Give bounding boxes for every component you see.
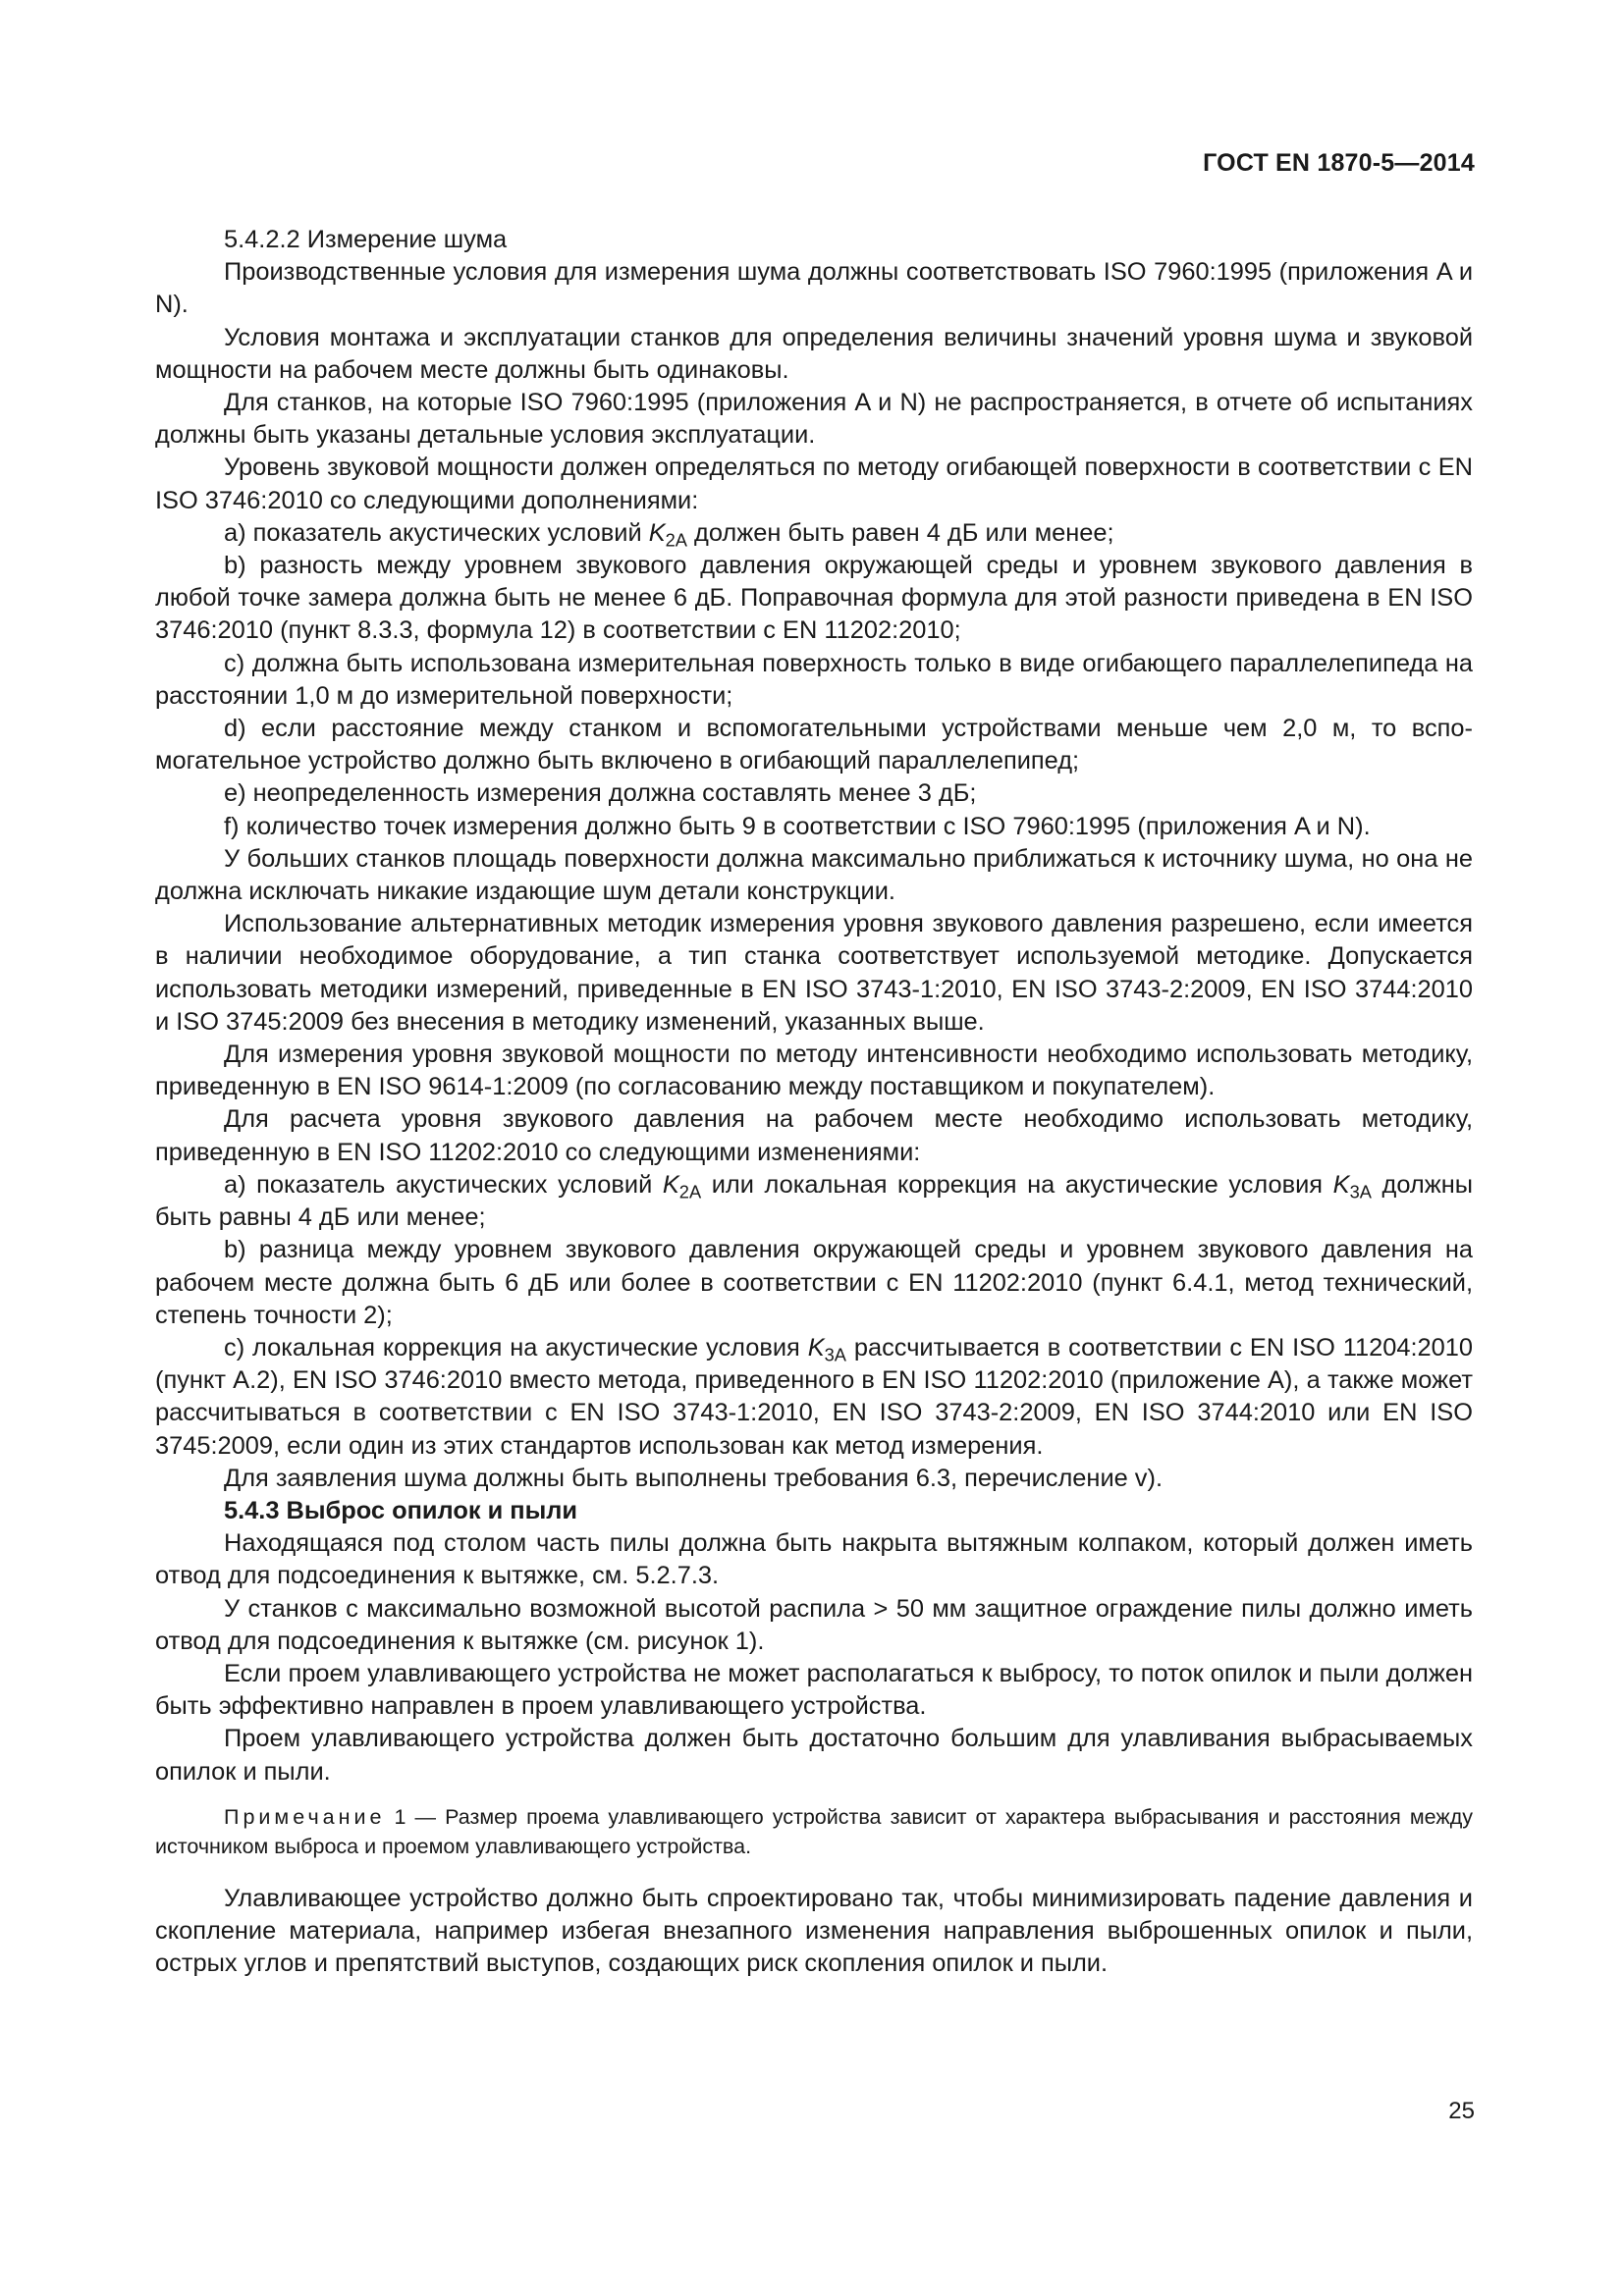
paragraph: Для расчета уровня звукового давления на рабочем месте необходимо использовать методику, приведенную в EN ISO 11202:2010 со следующими изменениями: xyxy=(155,1105,1473,1166)
list-item-b: b) разница между уровнем звукового давления окружающей среды и уровнем звукового давления на рабочем месте должна быть 6 дБ или более в соответствии с EN 11202:2010 (пункт 6.4.1, метод технический, степень точности 2); xyxy=(155,1236,1473,1329)
list-item-b: b) разность между уровнем звукового давления окружающей среды и уровнем звукового давления в любой точке замера должна быть не менее 6 дБ. Поправочная формула для этой разности приведена в EN ISO 3746:2010 (пункт 8.3.3, формула 12) в соответствии с EN 11202:2010; xyxy=(155,552,1473,645)
list-item-d: d) если расстояние между станком и вспомогательными устройствами меньше чем 2,0 м, то вспомогательное устройство должно быть включено в огибающий параллелепипед; xyxy=(155,715,1473,775)
document-body xyxy=(155,224,1473,1980)
note-label: Примечание xyxy=(224,1804,386,1829)
paragraph: Если проем улавливающего устройства не может располагаться к выбросу, то поток опилок и пыли должен быть эффективно направлен в проем улавливающего устройства. xyxy=(155,1659,1473,1721)
paragraph: Улавливающее устройство должно быть спроектировано так, чтобы минимизировать падение давления и скопление материала, например избегая внезапного изменения направления выброшенных опилок и пыли, острых углов и препятствий выступов, создающих риск скопления опилок и пыли. xyxy=(155,1884,1473,1978)
paragraph: Для станков, на которые ISO 7960:1995 (приложения A и N) не распространяется, в отчете об испытаниях должны быть указаны детальные условия эксплуатации. xyxy=(155,389,1473,450)
paragraph: Находящаяся под столом часть пилы должна быть накрыта вытяжным колпаком, который должен иметь отвод для подсоединения к вытяжке, см. 5.2.7.3. xyxy=(155,1529,1473,1590)
section-543-title: 5.4.3 Выброс опилок и пыли xyxy=(224,1496,578,1524)
paragraph: У станков с максимально возможной высотой распила > 50 мм защитное ограждение пилы должно иметь отвод для подсоединения к вытяжке (см. рисунок 1). xyxy=(155,1594,1473,1655)
paragraph: Проем улавливающего устройства должен быть достаточно большим для улавливания выбрасываемых опилок и пыли. xyxy=(155,1725,1473,1786)
list-item-a: a) показатель акустических условий $K_{2A}$ должен быть равен 4 дБ или менее; xyxy=(224,518,1114,551)
document-header: ГОСТ EN 1870-5—2014 xyxy=(1203,149,1475,177)
paragraph: Уровень звуковой мощности должен определяться по методу огибающей поверхности в соответствии с EN ISO 3746:2010 со следующими дополнениями: xyxy=(155,454,1473,514)
paragraph: Производственные условия для измерения шума должны соответствовать ISO 7960:1995 (приложения A и N). xyxy=(155,258,1473,319)
list-item-e: e) неопределенность измерения должна составлять менее 3 дБ; xyxy=(224,779,977,808)
paragraph: Для заявления шума должны быть выполнены требования 6.3, перечисление v). xyxy=(224,1464,1164,1492)
paragraph: Использование альтернативных методик измерения уровня звукового давления разрешено, если имеется в наличии необходимое оборудование, а тип станка соответствует используемой методике. Допускается использовать методики измерений, приведенные в EN ISO 3743-1:2010, EN ISO 3743-2:2009, EN ISO 3744:2010 и ISO 3745:2009 без внесения в методику изменений, указанных выше. xyxy=(155,910,1473,1036)
page-number: 25 xyxy=(1448,2098,1475,2124)
note-text: 1 — Размер проема улавливающего устройства зависит от характера выбрасывания и расстояния между источником выброса и проемом улавливающего устройства. xyxy=(155,1804,1473,1858)
paragraph: Для измерения уровня звуковой мощности по методу интенсивности необходимо использовать методику, приведенную в EN ISO 9614-1:2009 (по согласованию между поставщиком и покупателем). xyxy=(155,1041,1473,1101)
section-5422-title: 5.4.2.2 Измерение шума xyxy=(224,226,508,253)
list-item-c: c) должна быть использована измерительная поверхность только в виде огибающего параллелепипеда на расстоянии 1,0 м до измерительной поверхности; xyxy=(155,649,1473,710)
paragraph: Условия монтажа и эксплуатации станков для определения величины значений уровня шума и звуковой мощности на рабочем месте должны быть одинаковы. xyxy=(155,323,1473,384)
paragraph: У больших станков площадь поверхности должна максимально приближаться к источнику шума, но она не должна исключать никакие издающие шум детали конструкции. xyxy=(155,844,1473,906)
note xyxy=(155,1802,1473,1861)
list-item-a: a) показатель акустических условий $K_{2A}$ или локальная коррекция на акустические условия $K_{3A}$ должны быть равны 4 дБ или менее; xyxy=(155,1170,1473,1232)
list-item-f: f) количество точек измерения должно быть 9 в соответствии с ISO 7960:1995 (приложения A и N). xyxy=(224,812,1371,840)
list-item-c: c) локальная коррекция на акустические условия $K_{3A}$ рассчитывается в соответствии с EN ISO 11204:2010 (пункт A.2), EN ISO 3746:2010 вместо метода, приведенного в EN ISO 11202:2010 (приложение A), а также может рассчитываться в соответствии с EN ISO 3743-1:2010, EN ISO 3743-2:2009, EN ISO 3744:2010 или EN ISO 3745:2009, если один из этих стандартов использован как метод измерения. xyxy=(155,1333,1473,1460)
